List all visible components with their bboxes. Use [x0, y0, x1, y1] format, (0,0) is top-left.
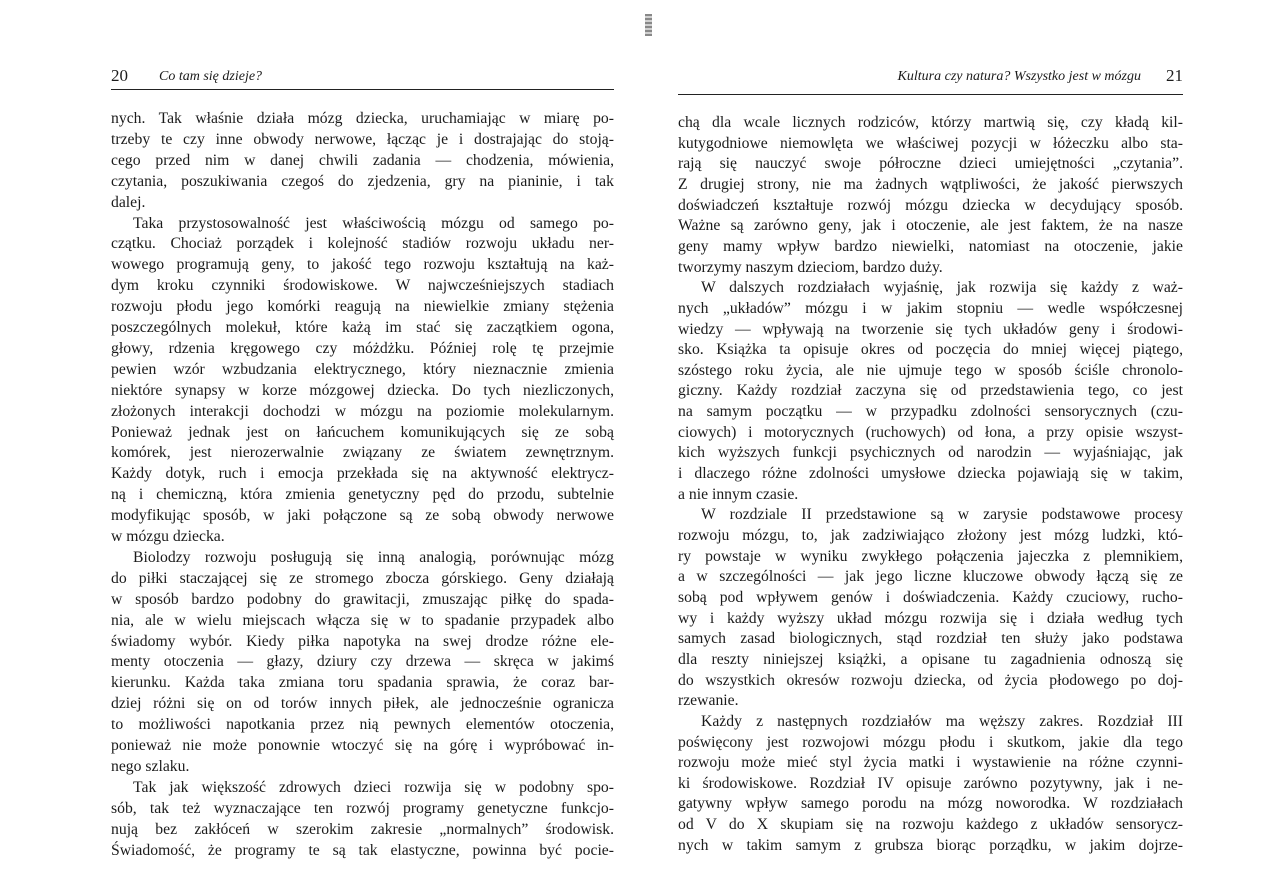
text-line: do piłki staczającej się ze stromego zbocza górskiego. Geny działają	[111, 569, 614, 587]
text-line: ciowych) i motorycznych (ruchowych) od łona, a przy opisie wszyst-	[678, 423, 1183, 441]
text-line: poszczególnych molekuł, które każą im stać się zaczątkiem ogona,	[111, 319, 614, 336]
text-line: ki środowiskowe. Rozdział IV opisuje zarówno pozytywny, jak i ne-	[678, 774, 1183, 792]
text-line: sko. Książka ta opisuje okres od poczęcia do mniej więcej piątego,	[678, 341, 1183, 359]
text-line: złożonych interakcji dochodzi w mózgu na poziomie molekularnym.	[111, 402, 614, 420]
text-line: a nie innym czasie.	[678, 485, 799, 503]
text-line: na samym początku — w przypadku zdolności sensorycznych (czu-	[678, 403, 1183, 421]
text-line: Każdy z następnych rozdziałów ma węższy zakres. Rozdział III	[701, 712, 1183, 730]
text-line: menty otoczenia — głazy, dziury czy drzewa — skręca w jakimś	[111, 653, 614, 671]
text-line: ną i chemiczną, która zmienia genetyczny pęd do przodu, subtelnie	[111, 486, 614, 504]
text-line: Biolodzy rozwoju posługują się inną analogią, porównując mózg	[133, 548, 614, 566]
text-line: poświęcony jest rozwojowi mózgu płodu i skutkom, jakie dla tego	[678, 733, 1183, 751]
text-line: wy i każdy wyższy układ mózgu rozwija się i działa według tych	[678, 609, 1183, 627]
text-line: dym kroku czynniki środowiskowe. W najwcześniejszych stadiach	[111, 277, 614, 295]
text-line: w mózgu dziecka.	[111, 528, 225, 545]
text-line: czątku. Chociaż porządek i kolejność stadiów rozwoju układu ner-	[111, 235, 614, 253]
text-line: nia, ale w wielu miejscach włącza się w to spadanie przypadek albo	[111, 611, 614, 629]
left-page-header	[111, 66, 614, 88]
text-line: nych „układów” mózgu i w jakim stopniu — wedle współczesnej	[678, 299, 1183, 317]
text-line: Z drugiej strony, nie ma żadnych wątpliwości, że jakość pierwszych	[678, 175, 1183, 193]
text-line: rozwoju może mieć styl życia matki i wystawienie na różne czynni-	[678, 754, 1183, 772]
text-line: kutygodniowe niemowlęta we właściwej pozycji w łóżeczku albo sta-	[678, 134, 1183, 152]
text-line: w sposób bardzo podobny do grawitacji, zmuszając piłkę do spada-	[111, 590, 614, 608]
text-line: nych. Tak właśnie działa mózg dziecka, uruchamiając w miarę po-	[111, 110, 614, 127]
text-line: dziej różni się on od torów innych piłek, ale jednocześnie ogranicza	[111, 695, 614, 713]
text-line: tworzymy naszym dzieciom, bardzo duży.	[678, 258, 943, 276]
text-line: ponieważ nie może ponownie wtoczyć się na górę i wypróbować in-	[111, 737, 614, 754]
text-line: czytania, poszukiwania czegoś do zjedzenia, gry na pianinie, i tak	[111, 172, 614, 190]
text-line: kierunku. Każda taka zmiana toru spadania sprawia, że coraz bar-	[111, 674, 614, 692]
text-line: Ważne są zarówno geny, jak i otoczenie, ale jest faktem, że na nasze	[678, 217, 1183, 235]
text-line: Tak jak większość zdrowych dzieci rozwija się w podobny spo-	[133, 778, 614, 796]
text-line: a w szczególności — jak jego liczne kluczowe obwody łączą się ze	[678, 568, 1183, 586]
text-line: cego przed nim w danej chwili zadania — chodzenia, mówienia,	[111, 151, 614, 169]
text-line: nych w takim samym z grubsza biorąc porządku, w jakim dojrze-	[678, 836, 1183, 854]
text-line: wiedzy — wpływają na tworzenie się tych układów geny i środowi-	[678, 320, 1183, 338]
text-line: ry powstaje w wyniku zwykłego połączenia jajeczka z plemnikiem,	[678, 547, 1183, 565]
text-line: rozwoju płodu jego komórki reagują na niewielkie zmiany stężenia	[111, 298, 614, 316]
text-line: samych zasad biologicznych, stąd rozdział ten służy jako podstawa	[678, 630, 1183, 648]
text-line: chą dla wcale licznych rodziców, którzy martwią się, czy kładą kil-	[678, 114, 1183, 131]
text-line: geny mamy wpływ bardzo niewielki, natomiast na otoczenie, jakie	[678, 237, 1183, 255]
text-line: nują bez zakłóceń w szerokim zakresie „normalnych” środowisk.	[111, 820, 614, 838]
text-line: pewien wzór wzbudzania elektrycznego, który nieznacznie zmienia	[111, 360, 614, 378]
text-line: rają się nauczyć swoje półroczne dzieci umiejętności „czytania”.	[678, 155, 1183, 173]
right-page-header	[678, 66, 1183, 88]
text-line: niektóre synapsy w korze mózgowej dziecka. Do tych niezliczonych,	[111, 381, 614, 399]
text-line: giczny. Każdy rozdział zaczyna się od przedstawienia tego, co jest	[678, 382, 1183, 400]
text-line: komórek, jest nierozerwalnie związany ze światem zewnętrznym.	[111, 444, 614, 462]
text-line: dalej.	[111, 193, 146, 211]
text-line: dla reszty niniejszej książki, a opisane tu zagadnienia odnoszą się	[678, 650, 1183, 668]
text-line: trzeby te czy inne obwody nerwowe, łącząc je i dostrajając do stoją-	[111, 130, 614, 148]
text-line: rozwoju mózgu, to, jak zadziwiająco złożony jest mózg ludzki, któ-	[678, 527, 1183, 544]
text-line: gatywny wpływ samego porodu na mózg noworodka. W rozdziałach	[678, 795, 1183, 813]
text-line: sób, tak też wyznaczające ten rozwój programy genetyczne funkcjo-	[111, 799, 614, 817]
text-line: głowy, rdzenia kręgowego czy móżdżku. Później rolę tę przejmie	[111, 339, 614, 357]
text-line: Taka przystosowalność jest właściwością mózgu od samego po-	[133, 214, 614, 232]
text-line: rzewanie.	[678, 692, 739, 710]
text-line: Ponieważ jednak jest on łańcuchem komunikujących się ze sobą	[111, 423, 614, 441]
text-line: do wszystkich okresów rozwoju dziecka, od życia płodowego po doj-	[678, 671, 1183, 689]
text-line: kich wyższych funkcji psychicznych od narodzin — wyjaśniając, jak	[678, 444, 1183, 462]
right-running-title: Kultura czy natura? Wszystko jest w mózgu	[897, 69, 1141, 84]
text-line: Każdy dotyk, ruch i emocja przekłada się na aktywność elektrycz-	[111, 465, 614, 483]
left-running-title: Co tam się dzieje?	[159, 69, 263, 84]
text-line: i dlaczego różne zdolności umysłowe dziecka pojawiają się w takim,	[678, 465, 1183, 483]
text-line: doświadczeń kształtuje rozwój mózgu dziecka w decydujący sposób.	[678, 196, 1183, 214]
left-page-number: 20	[111, 66, 128, 85]
right-page	[631, 0, 1262, 894]
text-line: od V do X skupiam się na rozwoju każdego z układów sensorycz-	[678, 816, 1183, 834]
left-header-rule	[111, 89, 614, 90]
text-line: W dalszych rozdziałach wyjaśnię, jak rozwija się każdy z waż-	[701, 279, 1183, 297]
text-line: modyfikując sposób, w jaki połączone są ze sobą obwody nerwowe	[111, 507, 614, 525]
right-page-number: 21	[1166, 66, 1183, 85]
text-line: nego szlaku.	[111, 757, 190, 775]
right-header-rule	[678, 94, 1183, 95]
text-line: sobą pod wpływem genów i doświadczenia. Każdy czuciowy, rucho-	[678, 588, 1183, 606]
text-line: szóstego roku życia, ale nie ujmuje tego w sposób ściśle chronolo-	[678, 361, 1183, 379]
text-line: to możliwości napotkania przez nią pewnych elementów otoczenia,	[111, 716, 614, 734]
text-line: wowego programują geny, to jakość tego rozwoju kształtują na każ-	[111, 256, 614, 274]
text-line: Świadomość, że programy te są tak elastyczne, powinna być pocie-	[111, 841, 614, 859]
text-line: W rozdziale II przedstawione są w zarysie podstawowe procesy	[701, 506, 1183, 524]
text-line: świadomy wybór. Kiedy piłka napotyka na swej drodze różne ele-	[111, 632, 614, 650]
